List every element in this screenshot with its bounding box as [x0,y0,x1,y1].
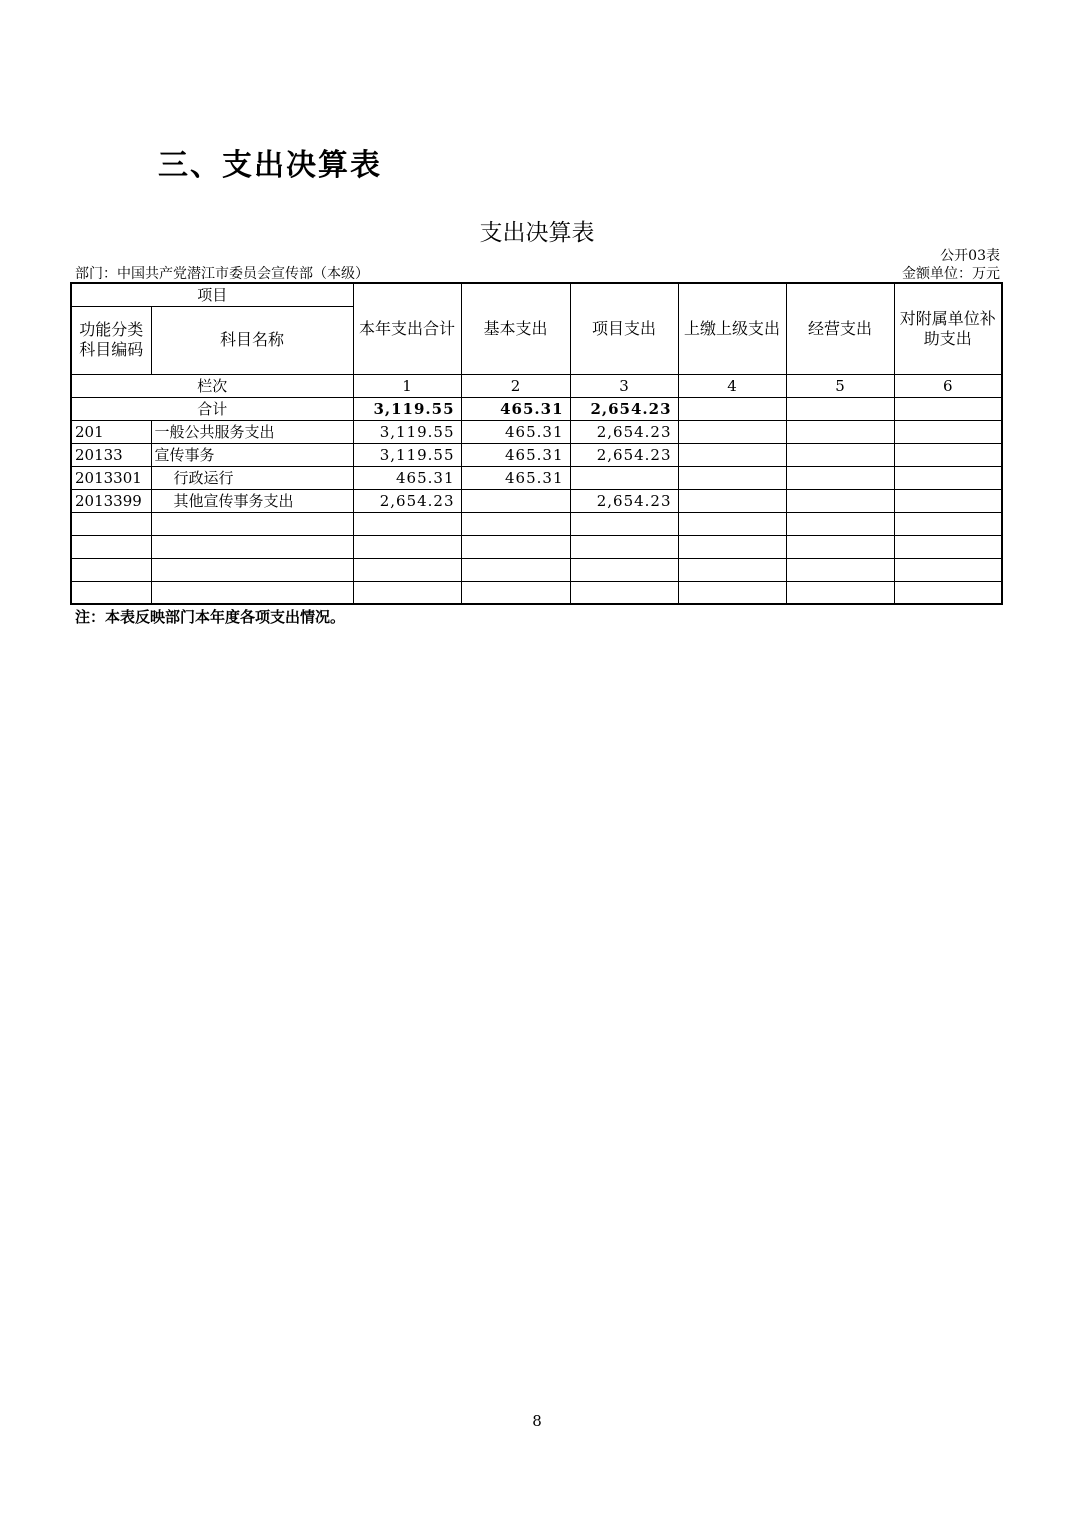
header-remit-superior: 上缴上级支出 [678,283,786,374]
page-number: 8 [532,1412,542,1430]
row-name: 宣传事务 [151,443,353,466]
total-col1: 3,119.55 [353,397,461,420]
seq-5: 5 [786,374,894,397]
row-col1: 465.31 [353,466,461,489]
row-col2: 465.31 [461,443,570,466]
row-col1: 3,119.55 [353,443,461,466]
row-col2: 465.31 [461,466,570,489]
seq-6: 6 [894,374,1002,397]
row-code: 20133 [71,443,151,466]
row-col1: 2,654.23 [353,489,461,512]
expenditure-table [70,282,1003,605]
total-col2: 465.31 [461,397,570,420]
row-code: 201 [71,420,151,443]
table-row [71,420,1002,443]
row-col2: 465.31 [461,420,570,443]
table-row [71,466,1002,489]
row-name: 其他宣传事务支出 [151,489,353,512]
row-code: 2013399 [71,489,151,512]
row-col3: 2,654.23 [570,489,678,512]
row-col3: 2,654.23 [570,443,678,466]
table-title: 支出决算表 [479,220,595,246]
row-col1: 3,119.55 [353,420,461,443]
header-func-code: 功能分类科目编码 [71,306,151,374]
header-operating-expenditure: 经营支出 [786,283,894,374]
row-name: 行政运行 [151,466,353,489]
empty-row [71,512,1002,535]
header-total-expenditure: 本年支出合计 [353,283,461,374]
header-subject-name: 科目名称 [151,306,353,374]
seq-3: 3 [570,374,678,397]
header-item: 项目 [71,283,353,306]
form-code: 公开03表 [940,248,1000,264]
table-row [71,489,1002,512]
row-name: 一般公共服务支出 [151,420,353,443]
unit-label: 金额单位：万元 [902,266,1000,282]
header-project-expenditure: 项目支出 [570,283,678,374]
seq-1: 1 [353,374,461,397]
empty-row [71,535,1002,558]
total-row [71,397,1002,420]
seq-4: 4 [678,374,786,397]
header-subsidy-affiliates: 对附属单位补助支出 [894,283,1002,374]
empty-row [71,558,1002,581]
row-code: 2013301 [71,466,151,489]
header-basic-expenditure: 基本支出 [461,283,570,374]
department-label: 部门：中国共产党潜江市委员会宣传部（本级） [75,266,369,282]
table-row [71,443,1002,466]
row-col3: 2,654.23 [570,420,678,443]
seq-2: 2 [461,374,570,397]
section-heading: 三、支出决算表 [158,148,382,183]
table-note: 注：本表反映部门本年度各项支出情况。 [75,608,346,626]
total-col3: 2,654.23 [570,397,678,420]
empty-row [71,581,1002,604]
total-label: 合计 [71,397,353,420]
seq-label: 栏次 [71,374,353,397]
row-col3 [570,466,678,489]
row-col2 [461,489,570,512]
